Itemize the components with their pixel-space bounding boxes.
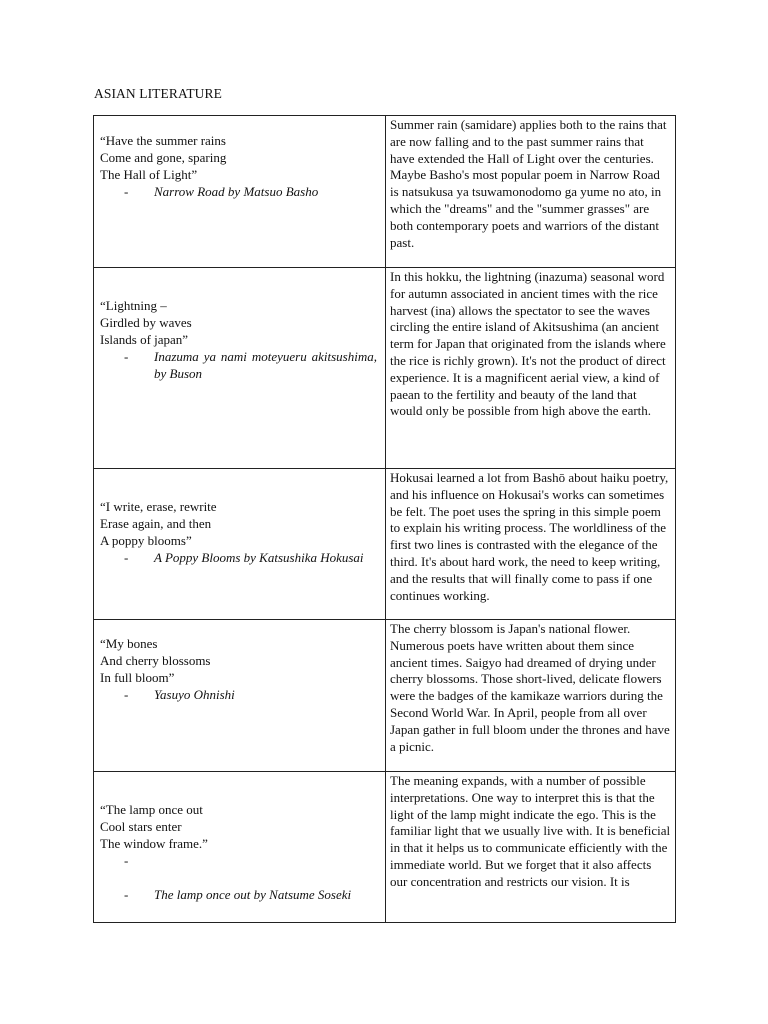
table-row (94, 469, 676, 620)
bullet-dash: - (124, 887, 129, 902)
poem-line: “My bones (100, 636, 158, 651)
attribution-text: Yasuyo Ohnishi (154, 687, 235, 702)
attribution-text: Inazuma ya nami moteyueru akitsushima, by Buson (154, 349, 377, 381)
table-row (94, 268, 676, 469)
poem-line: Come and gone, sparing (100, 150, 227, 165)
table-row (94, 772, 676, 923)
attribution-text: A Poppy Blooms by Katsushika Hokusai (154, 550, 364, 565)
attribution-empty (100, 852, 377, 869)
poem-line: Cool stars enter (100, 819, 182, 834)
note-text: The cherry blossom is Japan's national flower. Numerous poets have written about them since ancient times. Saigyo had dreamed of drying under cherry blossoms. Those short-lived, delicate flowers were the badges of the kamikaze warriors during the Second World War. In April, people from all over Japan gather in full bloom under the thrones and have a picnic. (390, 621, 670, 754)
note-cell (386, 116, 676, 268)
table-row (94, 116, 676, 268)
table-row (94, 620, 676, 772)
poem-line: The window frame.” (100, 836, 208, 851)
poem-cell (94, 116, 386, 268)
poem-line: “Have the summer rains (100, 133, 226, 148)
note-text: Summer rain (samidare) applies both to the rains that are now falling and to the past summer rains that have extended the Hall of Light over the centuries. Maybe Basho's most popular poem in Narrow Road is natsukusa ya tsuwamonodomo ga yume no ato, in which the "dreams" and the "summer grasses" are both contemporary poets and warriors of the distant past. (390, 117, 667, 250)
attribution (100, 348, 377, 382)
poem-line: In full bloom” (100, 670, 175, 685)
note-cell (386, 469, 676, 620)
poem-line: “The lamp once out (100, 802, 203, 817)
bullet-dash: - (124, 550, 129, 565)
literature-table (93, 115, 676, 923)
note-cell (386, 620, 676, 772)
poem-line: And cherry blossoms (100, 653, 211, 668)
attribution (100, 886, 377, 903)
poem-line: “Lightning – (100, 298, 167, 313)
poem-line: Islands of japan” (100, 332, 189, 347)
note-cell (386, 772, 676, 923)
poem-line: The Hall of Light” (100, 167, 198, 182)
bullet-dash: - (124, 687, 129, 702)
bullet-dash: - (124, 184, 129, 199)
poem-line: Girdled by waves (100, 315, 192, 330)
attribution-text: The lamp once out by Natsume Soseki (154, 887, 352, 902)
note-text: The meaning expands, with a number of possible interpretations. One way to interpret this is that the light of the lamp might indicate the ego. This is the familiar light that we usually live with. It is beneficial in that it helps us to communicate efficiently with the immediate world. But we forget that it also affects our concentration and restricts our vision. It is (390, 773, 671, 889)
poem-cell (94, 620, 386, 772)
attribution (100, 686, 377, 703)
attribution (100, 183, 377, 200)
poem-line: Erase again, and then (100, 516, 212, 531)
poem-line: A poppy blooms” (100, 533, 192, 548)
poem-cell (94, 268, 386, 469)
bullet-dash: - (124, 349, 129, 364)
note-cell (386, 268, 676, 469)
note-text: In this hokku, the lightning (inazuma) seasonal word for autumn associated in ancient times with the rice harvest (ina) allows the spectator to see the waves circling the entire island of Akitsushima (an ancient term for Japan that originated from the islands where the rice is richly grown). It's not the product of direct experience. It is a magnificent aerial view, a kind of paean to the fertility and beauty of the land that would only be possible from high above the earth. (390, 269, 666, 419)
attribution-text: Narrow Road by Matsuo Basho (154, 184, 319, 199)
poem-cell (94, 469, 386, 620)
attribution (100, 549, 377, 566)
note-text: Hokusai learned a lot from Bashō about haiku poetry, and his influence on Hokusai's works can sometimes be felt. The poet uses the spring in this simple poem to explain his writing process. The worldliness of the first two lines is contrasted with the elegance of the third. It's about hard work, the need to keep writing, and the results that will finally come to pass if one continues working. (390, 470, 669, 603)
document-title: ASIAN LITERATURE (94, 86, 222, 101)
poem-line: “I write, erase, rewrite (100, 499, 217, 514)
poem-cell (94, 772, 386, 923)
bullet-dash: - (124, 853, 129, 868)
